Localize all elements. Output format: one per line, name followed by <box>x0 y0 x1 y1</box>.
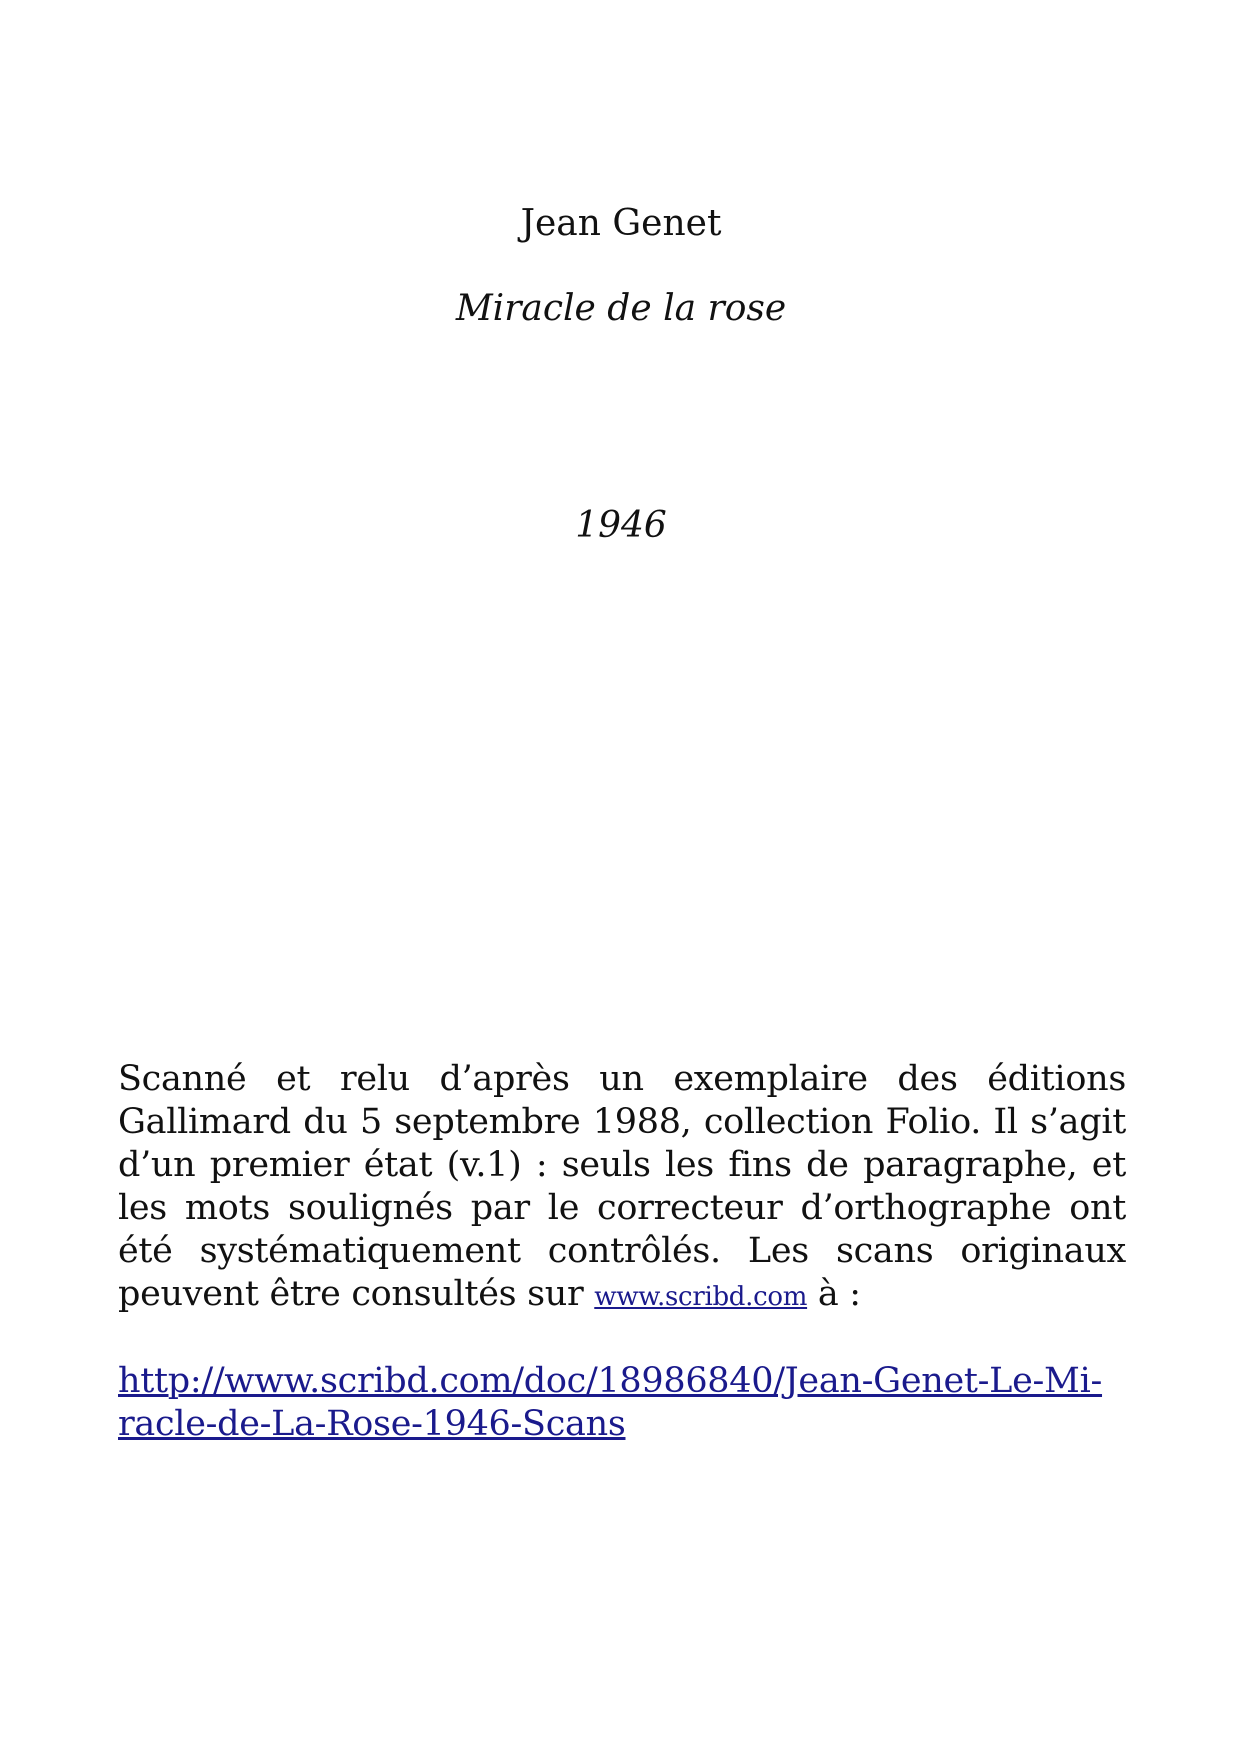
scan-note <box>118 1058 1126 1319</box>
scans-url-line2[interactable]: racle-de-La-Rose-1946-Scans <box>118 1404 626 1444</box>
scan-note-text: Scanné et relu d’après un exemplaire des éditions Gallimard du 5 septembre 1988, collection Folio. Il s’agit d’un premier état (v.1) : seuls les fins de paragraphe, et les mots soulignés par le correcteur d’orthographe ont été systématiquement contrôlés. Les scans originaux peuvent être consultés sur <box>118 1059 1126 1314</box>
scribd-link[interactable]: www.scribd.com <box>594 1282 808 1312</box>
book-title: Miracle de la rose <box>455 288 787 329</box>
scans-url-link[interactable] <box>118 1360 1126 1446</box>
scans-url-line1[interactable]: http://www.scribd.com/doc/18986840/Jean-Genet-Le-Mi- <box>118 1361 1103 1401</box>
scan-note-suffix: à : <box>807 1274 861 1314</box>
author-name: Jean Genet <box>520 203 722 244</box>
publication-year: 1946 <box>575 505 667 546</box>
